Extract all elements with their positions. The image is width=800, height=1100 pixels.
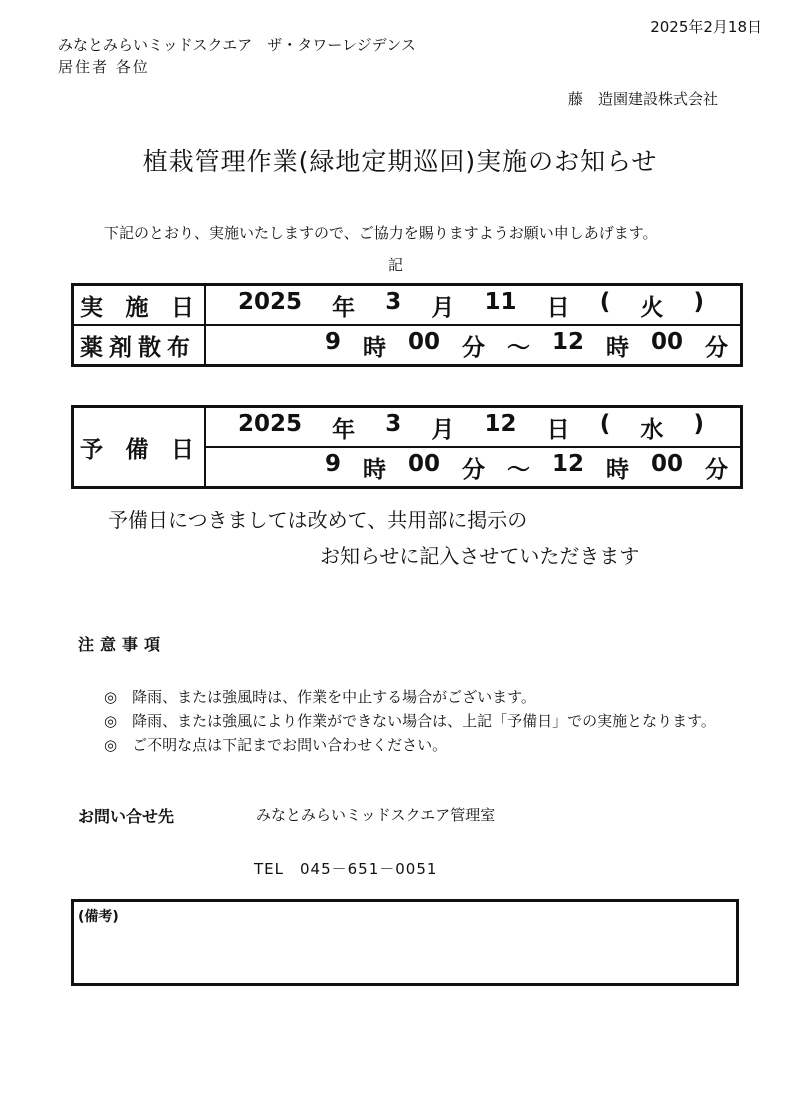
time-part: 12 bbox=[551, 328, 584, 355]
recipient-residents: 居住者 各位 bbox=[58, 58, 150, 76]
contact-label: お問い合せ先 bbox=[78, 807, 175, 826]
contact-name: みなとみらいミッドスクエア管理室 bbox=[256, 806, 496, 824]
date-part: 月 bbox=[431, 294, 455, 321]
time-part: 00 bbox=[407, 450, 440, 477]
time-part: ～ bbox=[506, 334, 530, 361]
reserve-table bbox=[71, 405, 743, 489]
remarks-label: (備考) bbox=[78, 909, 119, 925]
reserve-date-value bbox=[205, 407, 742, 448]
reserve-note-line1: 予備日につきましては改めて、共用部に掲示の bbox=[108, 508, 528, 532]
time-part: 時 bbox=[362, 334, 386, 361]
issue-date: 2025年2月18日 bbox=[650, 18, 762, 36]
reserve-label-char: 日 bbox=[171, 436, 194, 463]
time-part: 00 bbox=[407, 328, 440, 355]
date-part: ) bbox=[693, 410, 704, 437]
time-part: 分 bbox=[705, 456, 728, 483]
recipient-building: みなとみらいミッドスクエア ザ・タワーレジデンス bbox=[58, 36, 416, 54]
date-part: 日 bbox=[546, 294, 570, 321]
time-part: 分 bbox=[705, 334, 728, 361]
date-label-char: 施 bbox=[125, 294, 149, 321]
schedule-table bbox=[71, 283, 743, 367]
intro-text: 下記のとおり、実施いたしますので、ご協力を賜りますようお願い申しあげます。 bbox=[104, 224, 658, 242]
date-label-char: 実 bbox=[80, 294, 103, 321]
date-part: ( bbox=[599, 288, 611, 315]
remarks-box bbox=[71, 899, 739, 986]
ki-mark: 記 bbox=[388, 256, 404, 274]
time-part: 9 bbox=[324, 328, 341, 355]
time-part: 時 bbox=[605, 334, 629, 361]
date-part: 日 bbox=[546, 416, 570, 443]
date-value bbox=[205, 285, 742, 326]
date-part: 11 bbox=[484, 288, 517, 315]
date-part: 水 bbox=[640, 416, 664, 443]
caution-item: ◎ ご不明な点は下記までお問い合わせください。 bbox=[104, 736, 448, 754]
time-part: 時 bbox=[605, 456, 629, 483]
caution-item: ◎ 降雨、または強風時は、作業を中止する場合がございます。 bbox=[104, 688, 536, 706]
time-part: 00 bbox=[650, 328, 683, 355]
date-part: 2025 bbox=[238, 288, 303, 315]
time-part: ～ bbox=[506, 456, 530, 483]
reserve-date-row bbox=[73, 407, 742, 448]
sender-company: 藤 造園建設株式会社 bbox=[567, 90, 718, 108]
reserve-time bbox=[205, 447, 742, 488]
date-part: 2025 bbox=[238, 410, 303, 437]
date-part: 火 bbox=[640, 294, 664, 321]
cautions-heading: 注意事項 bbox=[78, 635, 167, 654]
date-part: 年 bbox=[332, 294, 356, 321]
time-part: 分 bbox=[461, 456, 485, 483]
date-label bbox=[73, 285, 206, 326]
time-part: 分 bbox=[461, 334, 485, 361]
reserve-label-char: 備 bbox=[125, 436, 149, 463]
notice-title: 植栽管理作業(緑地定期巡回)実施のお知らせ bbox=[142, 147, 658, 176]
date-part: 年 bbox=[332, 416, 356, 443]
spray-label bbox=[73, 325, 206, 366]
spray-time bbox=[205, 325, 742, 366]
reserve-note-line2: お知らせに記入させていただきます bbox=[320, 544, 640, 568]
time-part: 時 bbox=[362, 456, 386, 483]
time-part: 9 bbox=[324, 450, 341, 477]
time-part: 00 bbox=[650, 450, 683, 477]
date-label-char: 日 bbox=[171, 294, 194, 321]
time-part: 12 bbox=[551, 450, 584, 477]
date-part: ) bbox=[693, 288, 704, 315]
date-part: 月 bbox=[431, 416, 455, 443]
reserve-label bbox=[73, 407, 206, 488]
schedule-spray-row bbox=[73, 325, 742, 366]
date-part: 12 bbox=[484, 410, 517, 437]
date-part: ( bbox=[599, 410, 611, 437]
reserve-label-char: 予 bbox=[80, 436, 103, 463]
contact-tel: TEL 045－651－0051 bbox=[254, 860, 438, 878]
date-part: 3 bbox=[385, 410, 402, 437]
spray-label-text: 薬剤散布 bbox=[80, 334, 196, 361]
caution-item: ◎ 降雨、または強風により作業ができない場合は、上記「予備日」での実施となります。 bbox=[104, 712, 716, 730]
schedule-date-row bbox=[73, 285, 742, 326]
date-part: 3 bbox=[385, 288, 402, 315]
